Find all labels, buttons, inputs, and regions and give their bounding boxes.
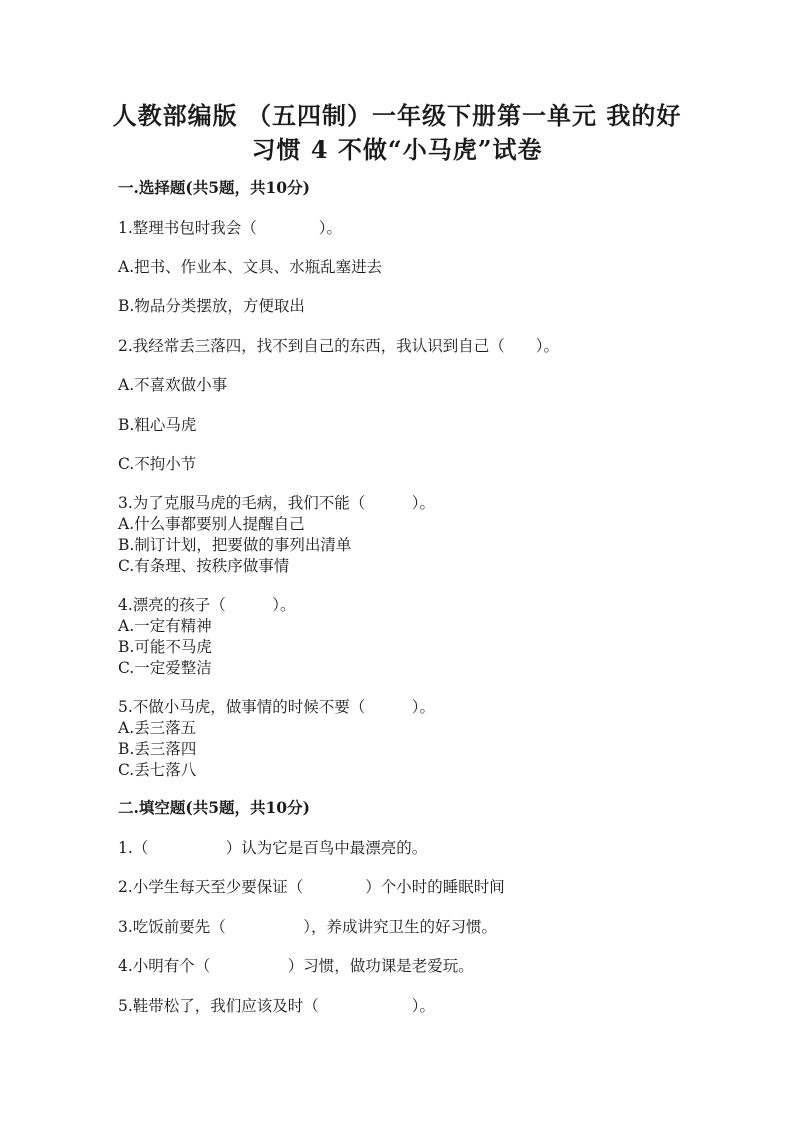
question-stem: 2.我经常丢三落四，找不到自己的东西，我认识到自己（ ）。 [118,337,560,355]
section-heading-fill: 二.填空题(共5题，共10分) [118,798,310,817]
question-option: B.丢三落四 [118,740,197,758]
section-heading-choice: 一.选择题(共5题，共10分) [118,178,310,197]
question-option: B.可能不马虎 [118,638,212,656]
fill-question: 2.小学生每天至少要保证（ ）个小时的睡眠时间 [118,878,505,896]
fill-question: 4.小明有个（ ）习惯，做功课是老爱玩。 [118,957,474,975]
question-option: B.物品分类摆放，方便取出 [118,297,305,315]
question-stem: 5.不做小马虎，做事情的时候不要（ ）。 [118,698,436,716]
question-option: A.把书、作业本、文具、水瓶乱塞进去 [118,258,383,276]
page-title-line-2: 习惯 4 不做“小马虎”试卷 [251,135,543,164]
question-option: C.丢七落八 [118,761,197,779]
question-option: A.什么事都要别人提醒自己 [118,515,305,533]
question-stem: 3.为了克服马虎的毛病，我们不能（ ）。 [118,494,436,512]
question-stem: 4.漂亮的孩子（ ）。 [118,596,296,614]
question-option: B.粗心马虎 [118,416,197,434]
question-option: C.不拘小节 [118,455,197,473]
question-option: A.丢三落五 [118,719,197,737]
question-option: A.不喜欢做小事 [118,376,228,394]
question-option: C.有条理、按秩序做事情 [118,557,290,575]
fill-question: 1.（ ）认为它是百鸟中最漂亮的。 [118,839,428,857]
question-option: B.制订计划，把要做的事列出清单 [118,536,352,554]
question-stem: 1.整理书包时我会（ ）。 [118,219,343,237]
fill-question: 5.鞋带松了，我们应该及时（ ）。 [118,997,436,1015]
fill-question: 3.吃饭前要先（ ），养成讲究卫生的好习惯。 [118,918,498,936]
question-option: C.一定爱整洁 [118,659,212,677]
question-option: A.一定有精神 [118,617,212,635]
page-title-line-1: 人教部编版 （五四制）一年级下册第一单元 我的好 [112,101,682,130]
